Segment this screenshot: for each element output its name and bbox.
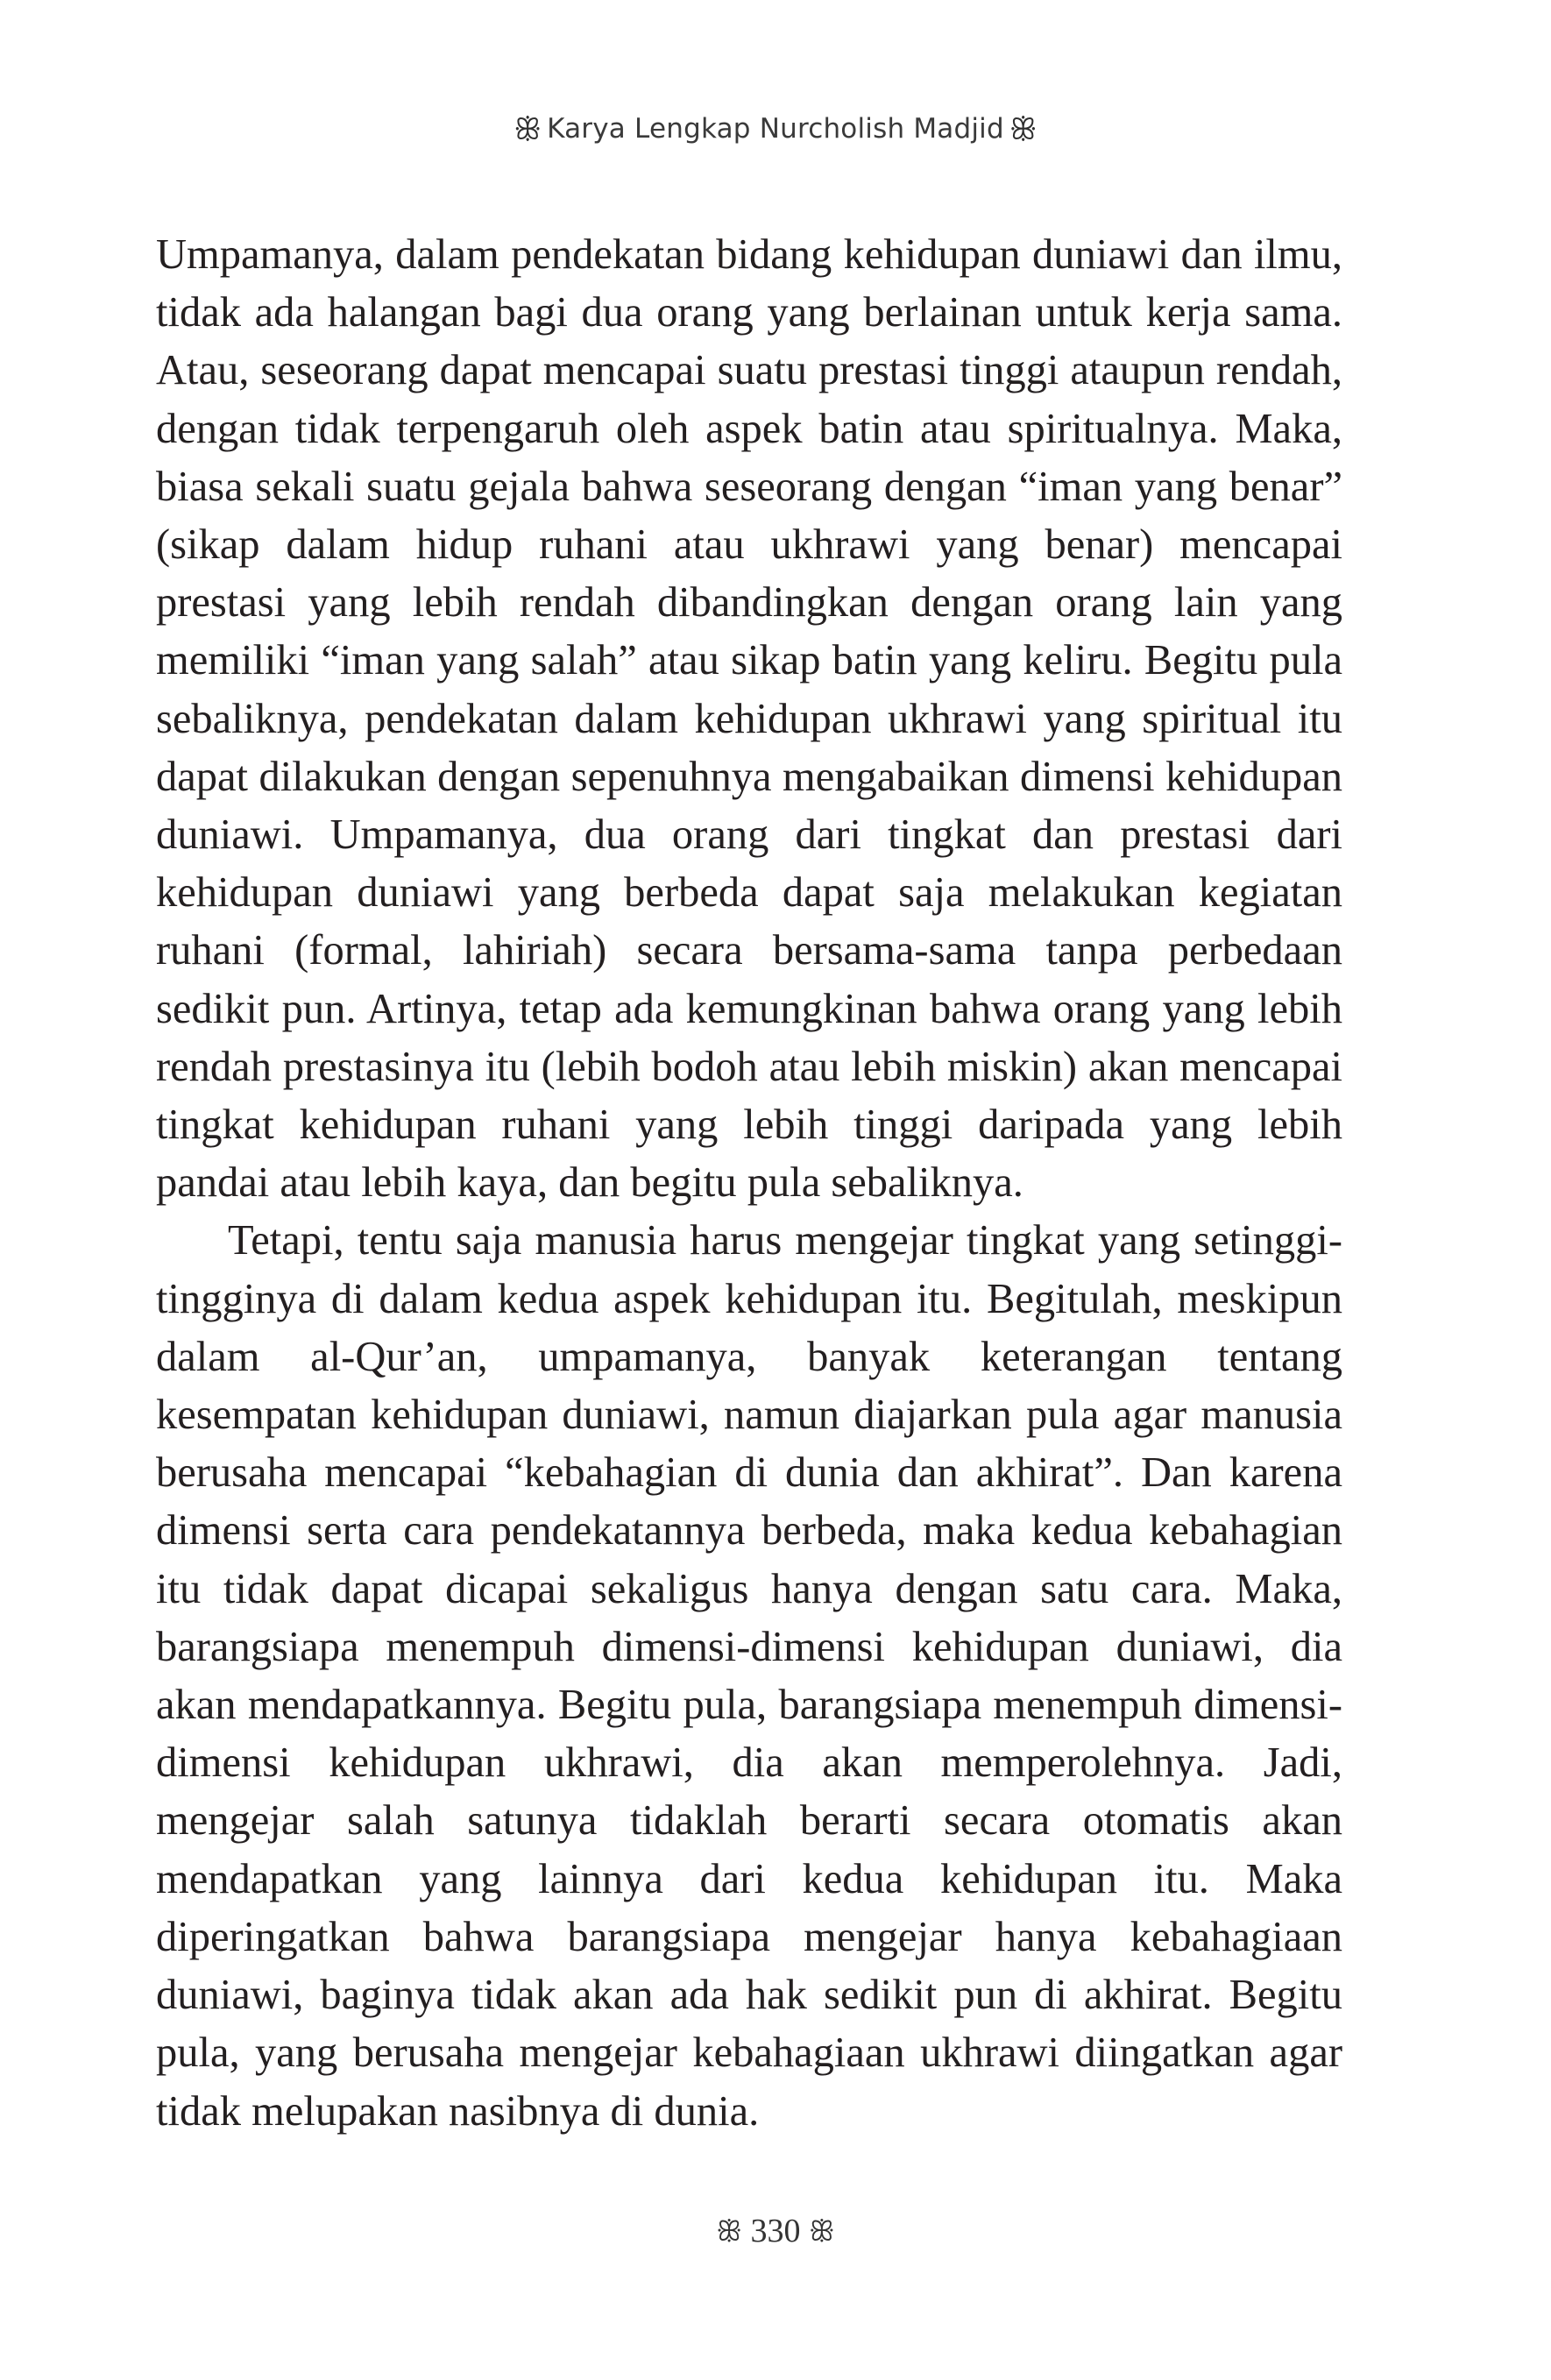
running-header xyxy=(0,112,1551,147)
page-number: 330 xyxy=(750,2213,801,2249)
page-footer xyxy=(0,2212,1551,2250)
fleuron-right-icon: ꕥ xyxy=(809,2215,835,2247)
fleuron-right-icon: ꕥ xyxy=(1009,112,1038,147)
paragraph-1: Umpamanya, dalam pendekatan bidang kehidupan duniawi dan ilmu, tidak ada halangan bagi dua orang yang berlainan untuk kerja sama. Atau, seseorang dapat mencapai suatu prestasi tinggi ataupun rendah, dengan tidak terpengaruh oleh aspek batin atau spiritualnya. Maka, biasa sekali suatu gejala bahwa seseorang dengan “iman yang benar” (sikap dalam hidup ruhani atau ukhrawi yang benar) mencapai prestasi yang lebih rendah dibandingkan dengan orang lain yang memiliki “iman yang salah” atau sikap batin yang keliru. Begitu pula sebaliknya, pendekatan dalam kehidupan ukhrawi yang spiritual itu dapat dilakukan dengan sepenuhnya mengabaikan dimensi kehidupan duniawi. Umpamanya, dua orang dari tingkat dan prestasi dari kehidupan duniawi yang berbeda dapat saja melakukan kegiatan ruhani (formal, lahiriah) secara bersama-sama tanpa perbedaan sedikit pun. Artinya, tetap ada kemungkinan bahwa orang yang lebih rendah prestasinya itu (lebih bodoh atau lebih miskin) akan mencapai tingkat kehidupan ruhani yang lebih tinggi daripada yang lebih pandai atau lebih kaya, dan begitu pula sebaliknya. xyxy=(156,231,1342,1207)
fleuron-left-icon: ꕥ xyxy=(716,2215,742,2247)
paragraph-2: Tetapi, tentu saja manusia harus mengejar tingkat yang setinggi-tingginya di dalam kedua aspek kehidupan itu. Begitulah, meskipun dalam al-Qur’an, umpamanya, banyak keterangan tentang kesempatan kehidupan duniawi, namun diajarkan pula agar manusia berusaha mencapai “kebahagian di dunia dan akhirat”. Dan karena dimensi serta cara pendekatannya berbeda, maka kedua kebahagian itu tidak dapat dicapai sekaligus hanya dengan satu cara. Maka, barangsiapa menempuh dimensi-dimensi kehidupan duniawi, dia akan mendapatkannya. Begitu pula, barangsiapa menempuh dimensi-dimensi kehidupan ukhrawi, dia akan memperolehnya. Jadi, mengejar salah satunya tidaklah berarti secara otomatis akan mendapatkan yang lainnya dari kedua kehidupan itu. Maka diperingatkan bahwa barangsiapa mengejar hanya kebahagiaan duniawi, baginya tidak akan ada hak sedikit pun di akhirat. Begitu pula, yang berusaha mengejar kebahagiaan ukhrawi diingatkan agar tidak melupakan nasibnya di dunia. xyxy=(156,1217,1342,2135)
body-text xyxy=(156,226,1342,2141)
book-title: Karya Lengkap Nurcholish Madjid xyxy=(547,113,1004,145)
fleuron-left-icon: ꕥ xyxy=(513,112,542,147)
